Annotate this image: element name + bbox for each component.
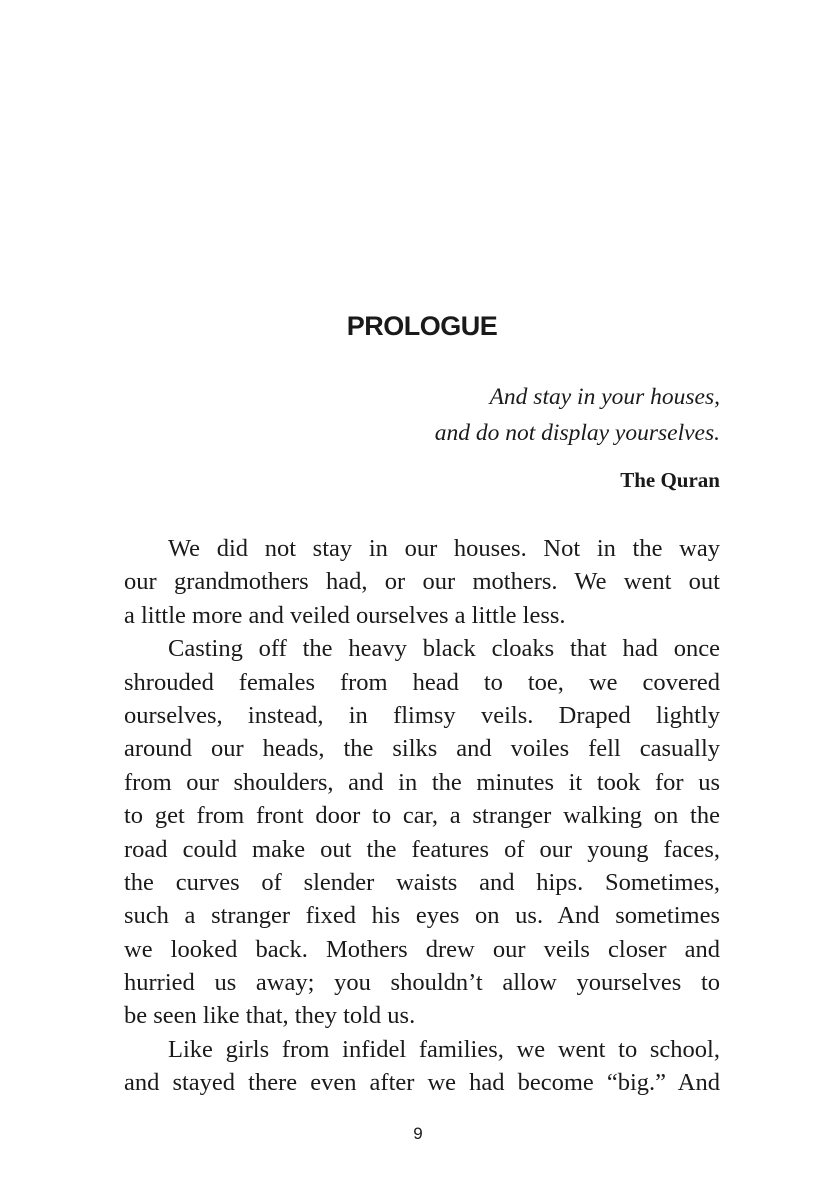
- body-line: around our heads, the silks and voiles fell casually: [124, 735, 720, 763]
- body-line: ourselves, instead, in flimsy veils. Draped lightly: [124, 701, 720, 729]
- body-line: our grandmothers had, or our mothers. We went out: [124, 568, 720, 596]
- body-line: Casting off the heavy black cloaks that had once: [168, 635, 720, 663]
- body-line: such a stranger fixed his eyes on us. And sometimes: [124, 902, 720, 930]
- epigraph-line: and do not display yourselves.: [434, 420, 720, 446]
- body-line: from our shoulders, and in the minutes it took for us: [124, 768, 720, 796]
- body-text: [124, 532, 720, 1100]
- epigraph-line: And stay in your houses,: [489, 384, 720, 410]
- body-line: We did not stay in our houses. Not in the way: [168, 535, 720, 562]
- book-page: [124, 0, 720, 1200]
- chapter-title: PROLOGUE: [346, 311, 498, 341]
- body-line: hurried us away; you shouldn’t allow yourselves to: [124, 969, 720, 997]
- body-line: a little more and veiled ourselves a little less.: [124, 601, 566, 629]
- epigraph: [435, 379, 720, 451]
- body-line: road could make out the features of our young faces,: [124, 835, 720, 863]
- body-line: be seen like that, they told us.: [124, 1002, 416, 1030]
- body-line: the curves of slender waists and hips. Sometimes,: [124, 868, 720, 896]
- body-line: we looked back. Mothers drew our veils closer and: [124, 935, 720, 963]
- body-line: Like girls from infidel families, we went to school,: [168, 1035, 720, 1063]
- body-line: to get from front door to car, a stranger walking on the: [124, 802, 720, 830]
- page-number: 9: [413, 1124, 423, 1143]
- body-line: and stayed there even after we had become “big.” And: [124, 1069, 720, 1097]
- body-line: shrouded females from head to toe, we covered: [124, 668, 720, 696]
- epigraph-source: The Quran: [620, 468, 720, 492]
